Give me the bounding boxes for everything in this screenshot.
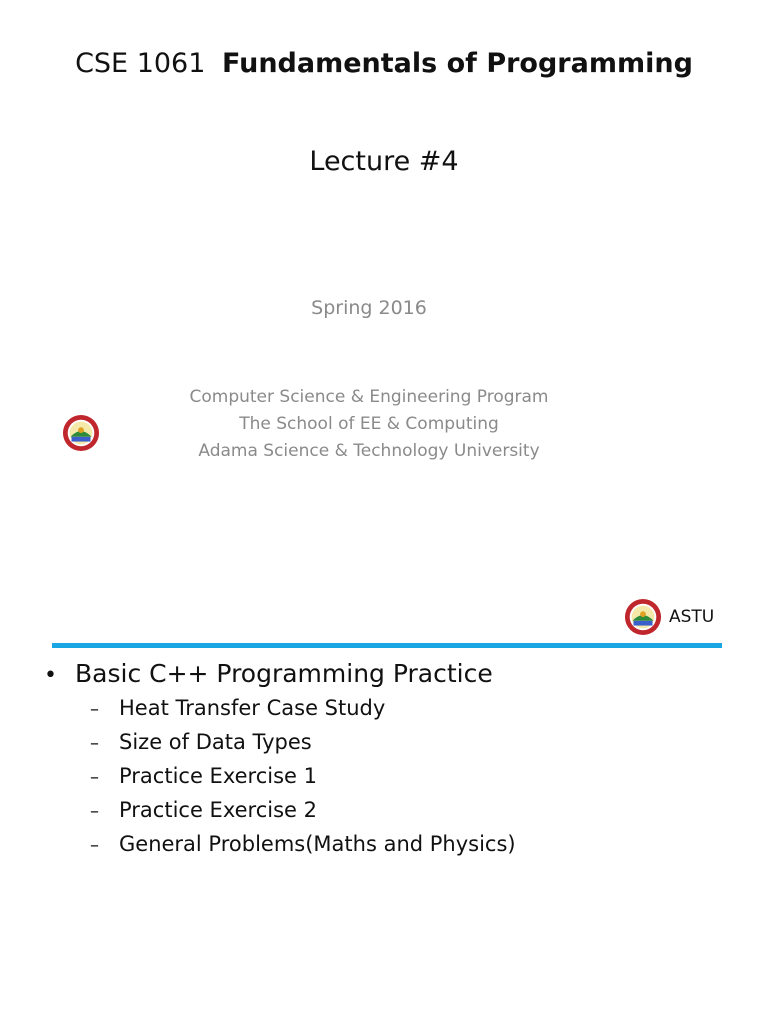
dash-icon: – [90, 699, 99, 720]
content-slide [0, 595, 768, 1024]
dash-icon: – [90, 835, 99, 856]
main-bullet [44, 659, 744, 688]
lecture-number: Lecture #4 [309, 146, 459, 177]
dash-icon: – [90, 801, 99, 822]
course-code: CSE 1061 [75, 48, 206, 79]
outline [44, 659, 744, 862]
list-item-text: Heat Transfer Case Study [119, 696, 386, 720]
list-item-text: Size of Data Types [119, 730, 312, 754]
university-seal-icon [624, 598, 662, 636]
list-item-text: General Problems(Maths and Physics) [119, 832, 516, 856]
dash-icon: – [90, 733, 99, 754]
org-short-name: ASTU [669, 607, 715, 627]
bullet-dot-icon: • [44, 663, 57, 688]
list-item [44, 760, 744, 794]
course-title [0, 48, 768, 79]
list-item-text: Practice Exercise 1 [119, 764, 317, 788]
school-name: The School of EE & Computing [239, 414, 499, 434]
term-label: Spring 2016 [311, 297, 427, 319]
affiliation-block [0, 384, 738, 465]
list-item [44, 794, 744, 828]
dash-icon: – [90, 767, 99, 788]
list-item [44, 726, 744, 760]
list-item [44, 828, 744, 862]
university-name: Adama Science & Technology University [198, 441, 540, 461]
course-name: Fundamentals of Programming [222, 48, 693, 79]
list-item-text: Practice Exercise 2 [119, 798, 317, 822]
sub-bullet-list [44, 692, 744, 862]
header-divider [52, 643, 722, 648]
program-name: Computer Science & Engineering Program [189, 387, 549, 407]
list-item [44, 692, 744, 726]
main-bullet-text: Basic C++ Programming Practice [75, 659, 493, 688]
